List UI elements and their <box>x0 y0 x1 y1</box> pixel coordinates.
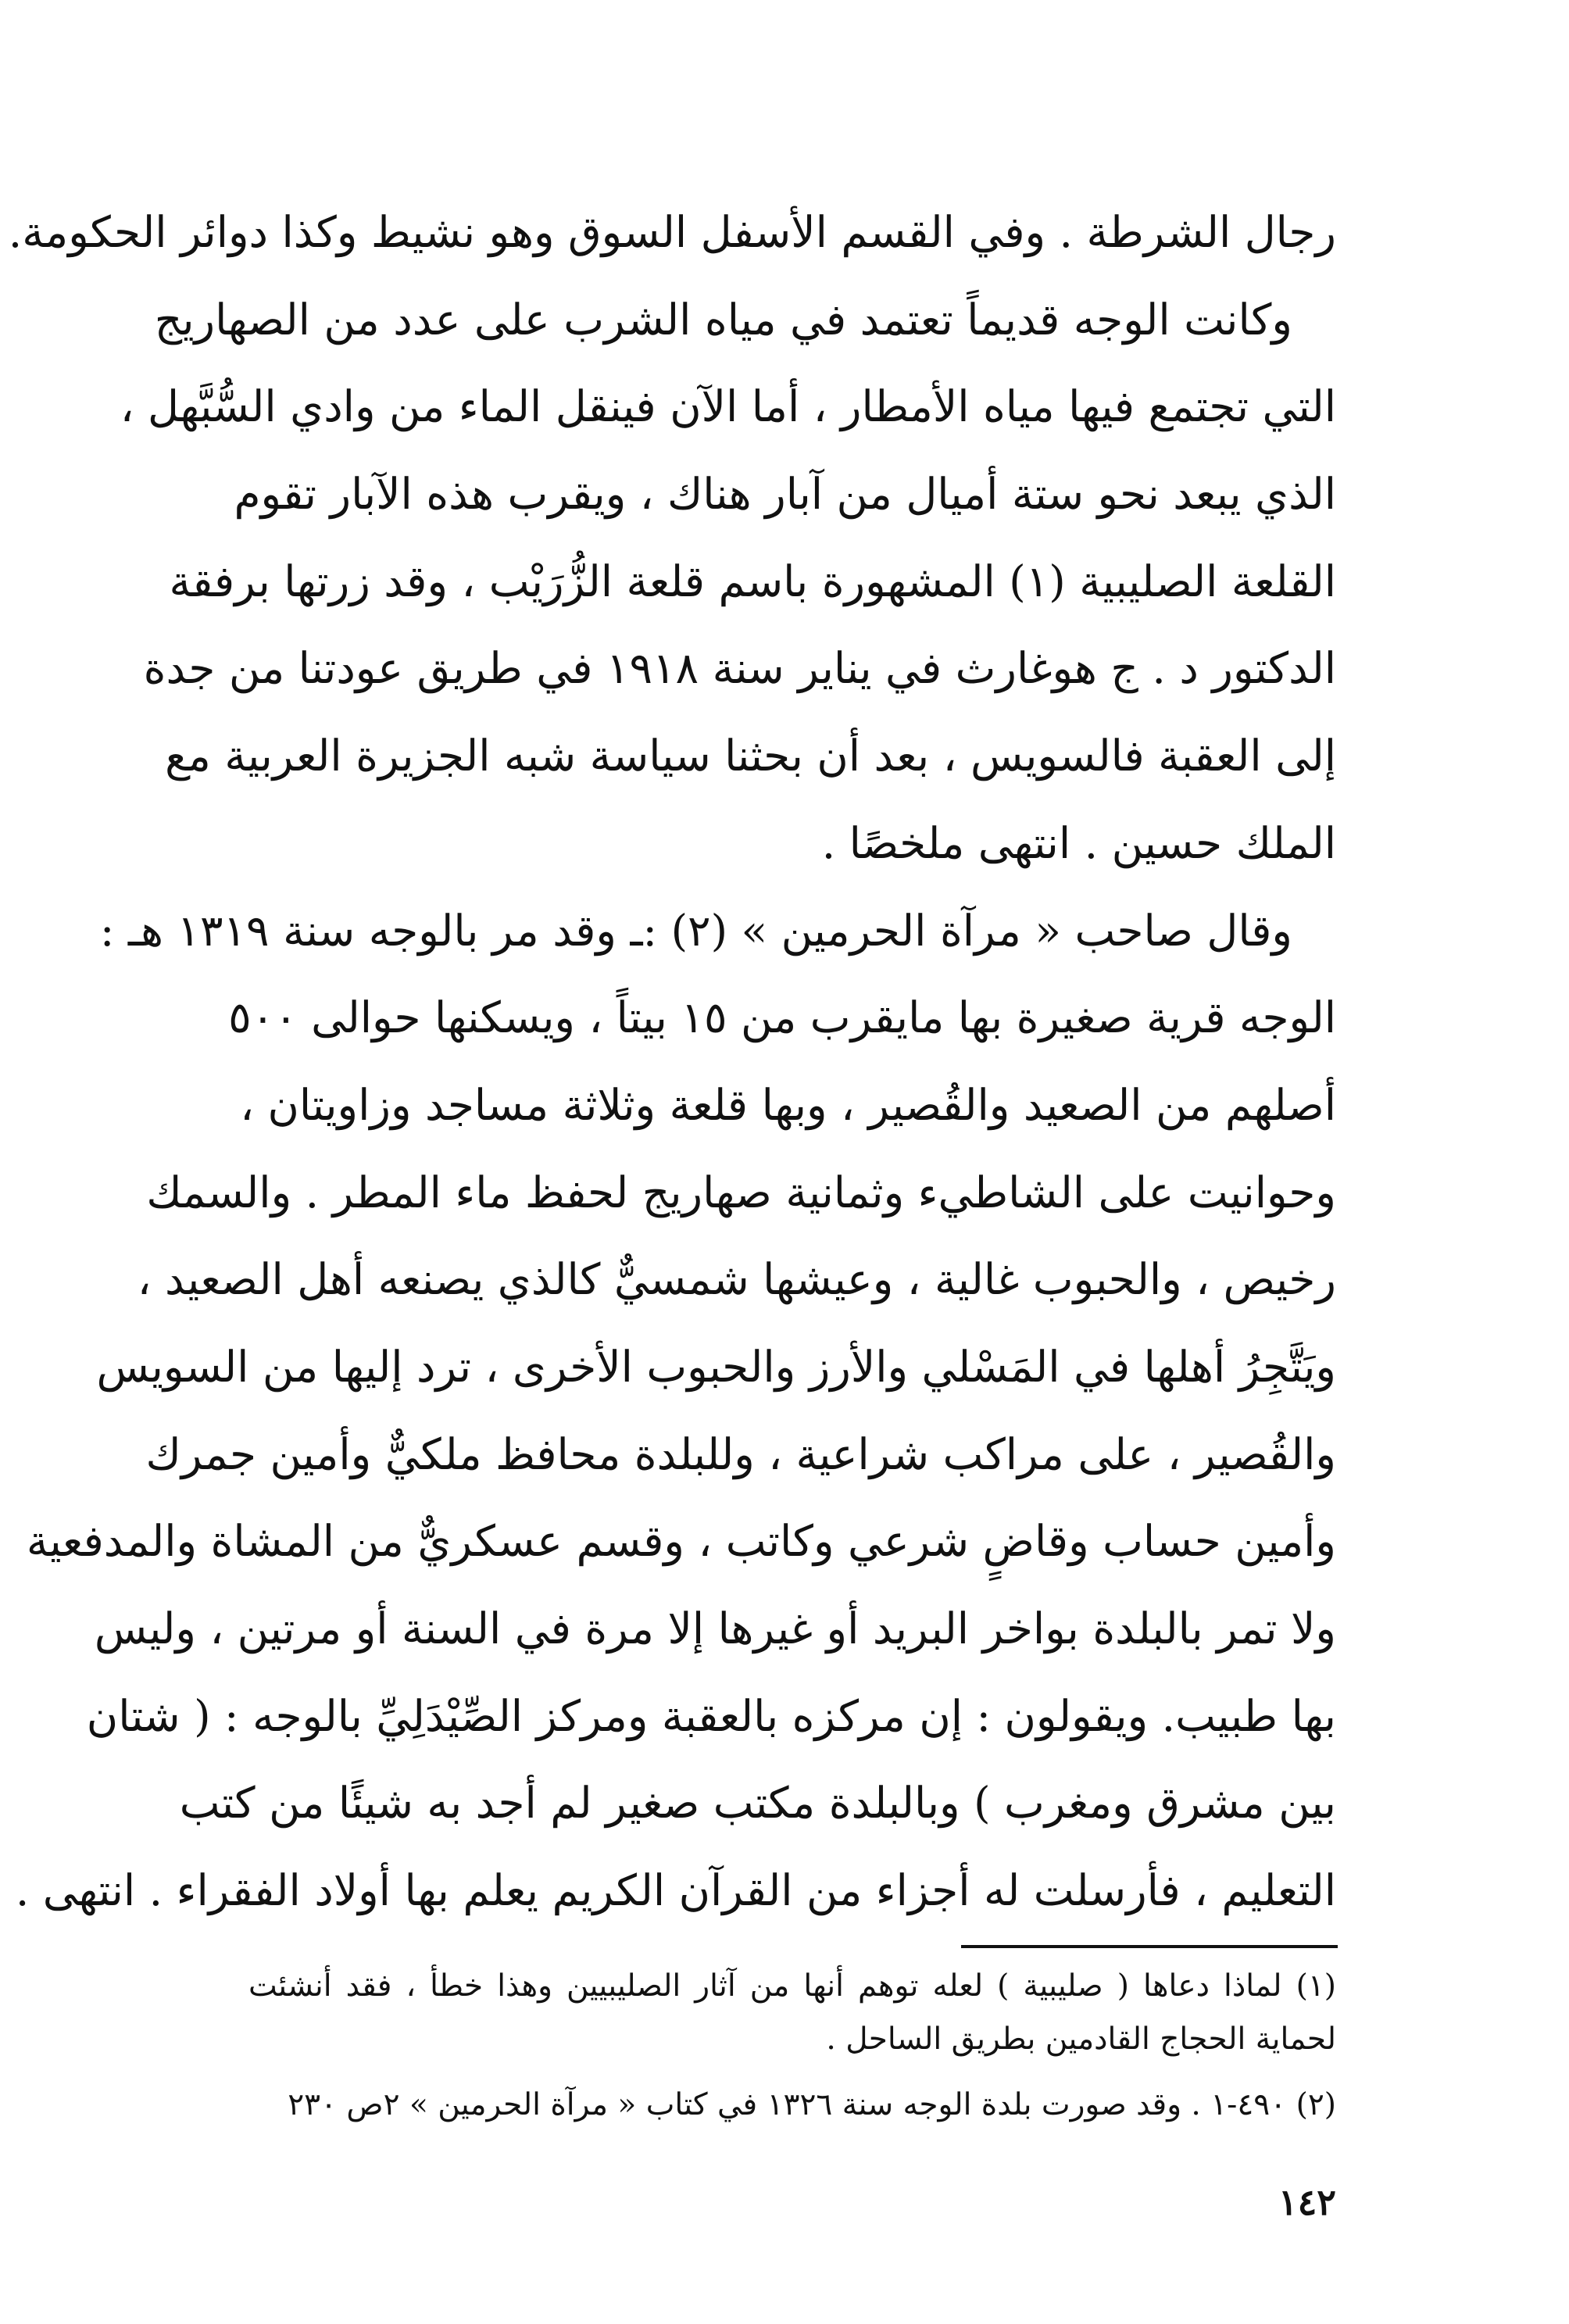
text-line: بها طبيب. ويقولون : إن مركزه بالعقبة ومركز الصِّيْدَلِيِّ بالوجه : ( شتان <box>86 1690 1336 1741</box>
text-line: أصلهم من الصعيد والقُصير ، وبها قلعة وثلاثة مساجد وزاويتان ، <box>240 1079 1336 1130</box>
text-line: والقُصير ، على مراكب شراعية ، وللبلدة محافظ ملكيٌّ وأمين جمرك <box>145 1428 1336 1479</box>
text-line: الذي يبعد نحو ستة أميال من آبار هناك ، ويقرب هذه الآبار تقوم <box>234 469 1336 520</box>
text-line: بين مشرق ومغرب ) وبالبلدة مكتب صغير لم أجد به شيئًا من كتب <box>179 1778 1336 1829</box>
main-text <box>8 189 1336 1935</box>
text-line: ولا تمر بالبلدة بواخر البريد أو غيرها إلا مرة في السنة أو مرتين ، وليس <box>94 1604 1336 1654</box>
page-number: ١٤٢ <box>1278 2181 1336 2223</box>
text-line: الدكتور د . ج هوغارث في يناير سنة ١٩١٨ في طريق عودتنا من جدة <box>143 643 1336 694</box>
text-line: التعليم ، فأرسلت له أجزاء من القرآن الكريم يعلم بها أولاد الفقراء . انتهى . <box>15 1865 1336 1916</box>
text-line: وأمين حساب وقاضٍ شرعي وكاتب ، وقسم عسكريٌّ من المشاة والمدفعية <box>26 1516 1336 1567</box>
text-line: وحوانيت على الشاطيء وثمانية صهاريج لحفظ ماء المطر . والسمك <box>146 1167 1336 1217</box>
footnote-line: لحماية الحجاج القادمين بطريق الساحل . <box>826 2022 1336 2057</box>
text-line: التي تجتمع فيها مياه الأمطار ، أما الآن فينقل الماء من وادي السُّبَّهل ، <box>120 381 1336 432</box>
text-line: الملك حسين . انتهى ملخصًا . <box>821 817 1336 868</box>
footnote-line: (٢) ٤٩٠-١ . وقد صورت بلدة الوجه سنة ١٣٢٦ في كتاب « مرآة الحرمين » ٢ص ٢٣٠ <box>288 2087 1336 2122</box>
text-line: وقال صاحب « مرآة الحرمين » (٢) :ـ وقد مر بالوجه سنة ١٣١٩ هـ : <box>99 905 1292 956</box>
text-line: الوجه قرية صغيرة بها مايقرب من ١٥ بيتاً ، ويسكنها حوالى ٥٠٠ <box>228 992 1336 1043</box>
text-line: إلى العقبة فالسويس ، بعد أن بحثنا سياسة شبه الجزيرة العربية مع <box>165 731 1336 781</box>
footnotes <box>248 1960 1336 2132</box>
text-line: القلعة الصليبية (١) المشهورة باسم قلعة الزُّرَيْب ، وقد زرتها برفقة <box>169 556 1336 606</box>
footnote-line: (١) لماذا دعاها ( صليبية ) لعله توهم أنها من آثار الصليبيين وهذا خطأ ، فقد أنشئت <box>248 1968 1336 2004</box>
text-line: رجال الشرطة . وفي القسم الأسفل السوق وهو نشيط وكذا دوائر الحكومة. <box>8 207 1336 257</box>
text-line: ويَتَّجِرُ أهلها في المَسْلي والأرز والحبوب الأخرى ، ترد إليها من السويس <box>96 1341 1336 1392</box>
text-line: رخيص ، والحبوب غالية ، وعيشها شمسيٌّ كالذي يصنعه أهل الصعيد ، <box>137 1254 1336 1305</box>
footnote-separator <box>961 1945 1338 1948</box>
text-line: وكانت الوجه قديماً تعتمد في مياه الشرب على عدد من الصهاريج <box>154 294 1292 345</box>
